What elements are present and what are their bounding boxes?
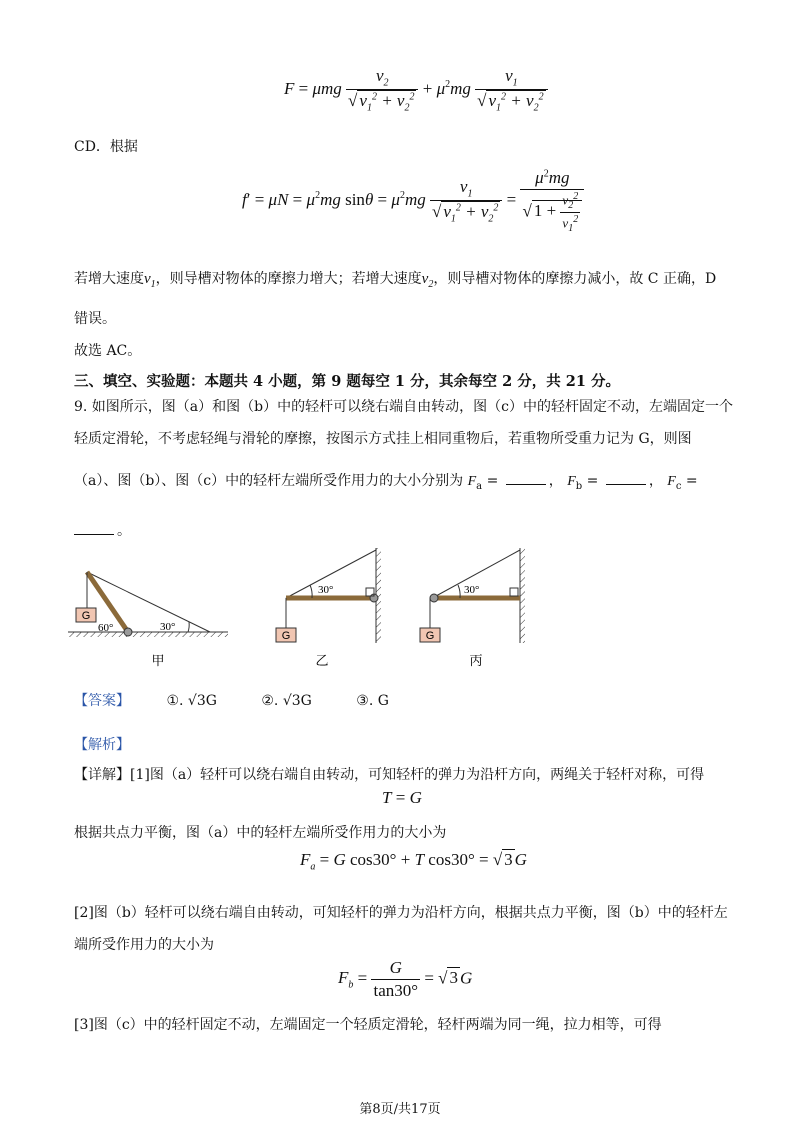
section-heading: 三、填空、实验题：本题共 4 小题，第 9 题每空 1 分，其余每空 2 分，共 21 分。	[74, 373, 621, 390]
figure-c	[420, 548, 525, 669]
detail-2: 根据共点力平衡，图（a）中的轻杆左端所受作用力的大小为	[74, 825, 447, 841]
equation-T: T = G	[382, 788, 422, 807]
answer-row	[74, 690, 389, 710]
figure-b-caption: 乙	[315, 654, 329, 669]
equation-Fb: $F_b$ = $\frac{G}{\tan 30^\circ}$ = √ 3 G	[338, 958, 473, 1000]
question-9-line-4: 。	[74, 520, 131, 540]
paragraph-velocity-effect-cont: 错误。	[74, 311, 116, 327]
equation-friction-total: F = μmg $\frac{v_2}{√ v_1^2 + v_2^2}$ + $\mu^2mg$ $\frac{v_1}{√ v_1^2 + v_2^2}$	[284, 66, 548, 114]
figure-c-caption: 丙	[469, 654, 483, 669]
figure-a-caption: 甲	[151, 654, 165, 669]
angle-30-label-c: 30°	[464, 584, 480, 596]
equation-Fa: $F_a = G$ cos30° + T cos30° = √ 3 G	[300, 850, 527, 873]
answer-3: ③. G	[356, 693, 389, 709]
answer-tag: 【答案】	[74, 693, 130, 709]
question-9-line-3: （a）、图（b）、图（c）中的轻杆左端所受作用力的大小分别为 $F_a$ = ， $F_b$ = ， $F_c$ =	[74, 473, 698, 492]
question-9-line-1: 9. 如图所示，图（a）和图（b）中的轻杆可以绕右端自由转动，图（c）中的轻杆固定不动，左端固定一个	[74, 399, 733, 415]
equation-friction-prime: $f' = \mu N = \mu^2mg$ $\sin\theta = \mu^2mg$ $\frac{v_1}{√ v_1^2 + v_2^2}$ = $\mu^2mg$ √ 1 + $\frac{v_2^2}{v_1^2}$	[242, 168, 584, 234]
figure-a	[68, 572, 228, 669]
figure-b	[276, 548, 381, 669]
figure-panels	[60, 540, 560, 670]
choice-result: 故选 AC。	[74, 343, 142, 359]
angle-30-label-a: 30°	[160, 621, 176, 633]
cd-label: CD．根据	[74, 139, 138, 155]
page-footer: 第8页/共17页	[359, 1102, 441, 1117]
detail-3b: 端所受作用力的大小为	[74, 937, 214, 953]
weight-label-c: G	[425, 630, 435, 642]
angle-60-label: 60°	[98, 622, 114, 634]
detail-3a: [2]图（b）轻杆可以绕右端自由转动，可知轻杆的弹力为沿杆方向，根据共点力平衡，图（b）中的轻杆左	[74, 905, 728, 921]
angle-30-label-b: 30°	[318, 584, 334, 596]
answer-2: ②. √3G	[261, 693, 312, 709]
detail-1: 【详解】[1]图（a）轻杆可以绕右端自由转动，可知轻杆的弹力为沿杆方向，两绳关于轻杆对称，可得	[74, 767, 705, 783]
detail-4: [3]图（c）中的轻杆固定不动，左端固定一个轻质定滑轮，轻杆两端为同一绳，拉力相等，可得	[74, 1017, 662, 1033]
weight-label-b: G	[281, 630, 291, 642]
paragraph-velocity-effect: 若增大速度$v_1$，则导槽对物体的摩擦力增大；若增大速度$v_2$，则导槽对物体的摩擦力减小，故 C 正确，D	[74, 271, 717, 290]
question-9-line-2: 轻质定滑轮，不考虑轻绳与滑轮的摩擦，按图示方式挂上相同重物后，若重物所受重力记为 G，则图	[74, 431, 692, 447]
analysis-tag: 【解析】	[74, 737, 130, 753]
weight-label-a: G	[81, 610, 91, 622]
answer-1: ①. √3G	[166, 693, 217, 709]
